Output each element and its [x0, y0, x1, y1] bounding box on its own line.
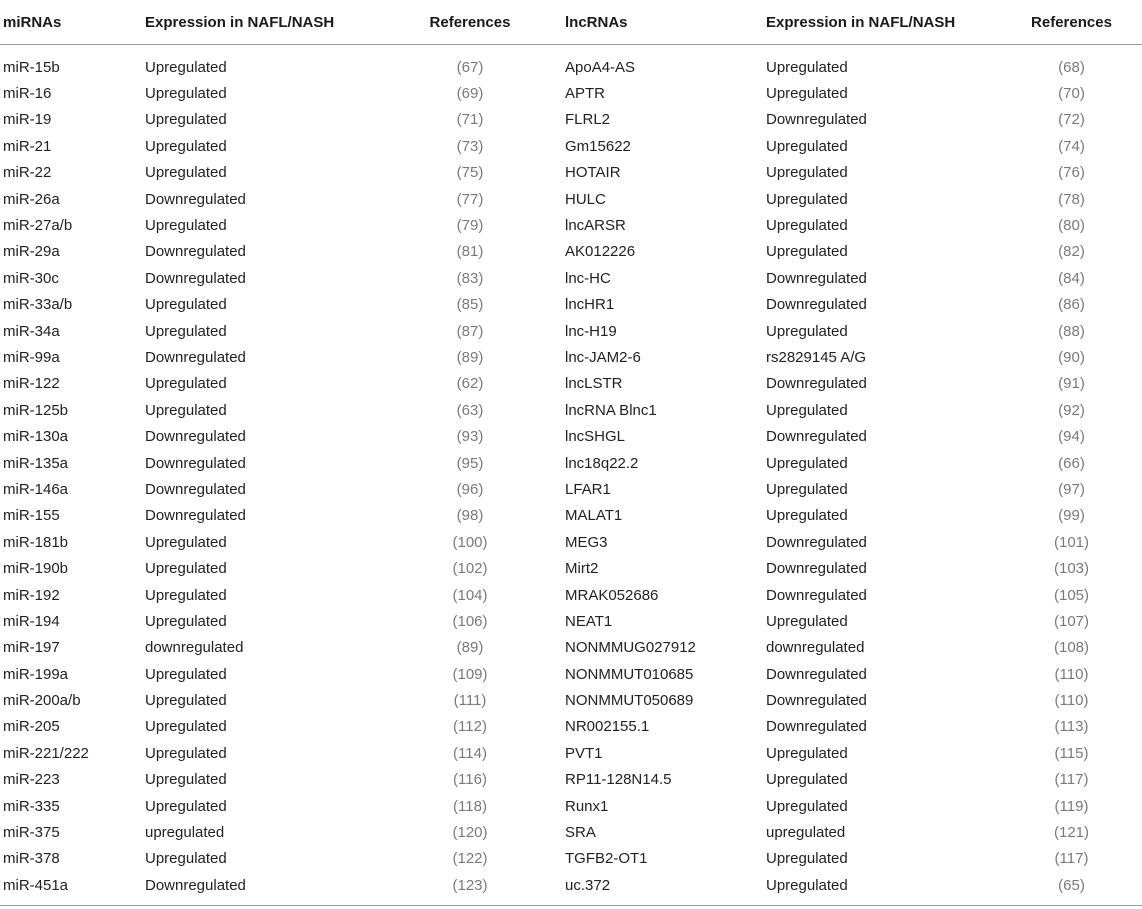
cell-mirna-expression: Downregulated — [145, 876, 246, 894]
table-row — [0, 80, 1142, 106]
cell-mirna-reference: (77) — [456, 190, 484, 208]
cell-mirna-reference: (89) — [456, 348, 484, 366]
cell-lncrna-reference: (82) — [1058, 243, 1085, 261]
cell-lncrna-expression: Upregulated — [766, 164, 848, 182]
cell-mirna-expression: Upregulated — [145, 111, 227, 129]
cell-mirna: miR-146a — [3, 480, 69, 498]
cell-lncrna-expression: Upregulated — [766, 850, 848, 868]
cell-lncrna: lnc-H19 — [565, 322, 617, 340]
cell-mirna-expression: Downregulated — [145, 428, 246, 446]
cell-mirna-expression: Upregulated — [145, 296, 227, 314]
table-row — [0, 186, 1142, 212]
cell-mirna-expression: Upregulated — [145, 137, 227, 155]
cell-mirna: miR-155 — [3, 507, 60, 525]
cell-lncrna-reference: (90) — [1058, 348, 1085, 366]
cell-lncrna-reference: (107) — [1053, 612, 1090, 630]
cell-lncrna-expression: Upregulated — [766, 612, 848, 630]
cell-mirna: miR-22 — [3, 164, 52, 182]
cell-lncrna-reference: (66) — [1058, 454, 1085, 472]
cell-lncrna-reference: (110) — [1054, 692, 1089, 710]
cell-mirna: miR-125b — [3, 401, 69, 419]
cell-lncrna-expression: Upregulated — [766, 480, 848, 498]
cell-mirna: miR-130a — [3, 428, 69, 446]
cell-lncrna-expression: Downregulated — [766, 296, 867, 314]
cell-mirna-reference: (93) — [456, 428, 484, 446]
cell-mirna: miR-16 — [3, 85, 52, 103]
cell-mirna-expression: Upregulated — [145, 217, 227, 235]
cell-lncrna-reference: (94) — [1058, 428, 1085, 446]
cell-mirna-expression: Upregulated — [145, 401, 227, 419]
cell-lncrna-expression: upregulated — [766, 824, 846, 842]
cell-mirna-reference: (98) — [456, 507, 484, 525]
cell-lncrna-reference: (84) — [1058, 269, 1085, 287]
cell-lncrna-reference: (103) — [1053, 560, 1090, 578]
cell-lncrna-reference: (101) — [1053, 533, 1090, 551]
cell-lncrna-expression: Downregulated — [766, 428, 867, 446]
cell-mirna-expression: Upregulated — [145, 850, 227, 868]
header-mirna-expression: Expression in NAFL/NASH — [142, 0, 378, 45]
cell-lncrna: NONMMUT050689 — [565, 692, 694, 710]
cell-mirna-expression: Upregulated — [145, 58, 227, 76]
cell-mirna-reference: (120) — [452, 824, 488, 842]
cell-lncrna-expression: Upregulated — [766, 137, 848, 155]
table-row — [0, 661, 1142, 687]
cell-lncrna-reference: (74) — [1058, 137, 1085, 155]
cell-lncrna: Runx1 — [565, 797, 609, 815]
cell-mirna: miR-221/222 — [3, 744, 89, 762]
cell-mirna-reference: (112) — [453, 718, 487, 736]
cell-lncrna-reference: (72) — [1058, 111, 1085, 129]
cell-mirna-expression: Upregulated — [145, 771, 227, 789]
cell-lncrna-reference: (78) — [1058, 190, 1085, 208]
cell-mirna-reference: (73) — [456, 137, 484, 155]
table-row — [0, 318, 1142, 344]
table-row — [0, 265, 1142, 291]
cell-mirna-reference: (116) — [453, 771, 487, 789]
cell-lncrna: Mirt2 — [565, 560, 599, 578]
cell-mirna-reference: (104) — [452, 586, 488, 604]
cell-mirna-expression: Upregulated — [145, 744, 227, 762]
cell-lncrna-expression: Upregulated — [766, 322, 848, 340]
table-row — [0, 582, 1142, 608]
cell-lncrna-expression: Upregulated — [766, 744, 848, 762]
cell-mirna-reference: (81) — [456, 243, 484, 261]
cell-mirna: miR-451a — [3, 876, 69, 894]
cell-mirna-reference: (114) — [453, 744, 487, 762]
cell-lncrna: MRAK052686 — [565, 586, 659, 604]
cell-lncrna-expression: Downregulated — [766, 692, 867, 710]
cell-mirna-reference: (111) — [453, 692, 487, 710]
cell-lncrna: SRA — [565, 824, 596, 842]
table-row — [0, 239, 1142, 265]
cell-mirna: miR-199a — [3, 665, 69, 683]
cell-lncrna: lnc-JAM2-6 — [565, 348, 641, 366]
cell-lncrna-reference: (121) — [1053, 824, 1090, 842]
cell-mirna: miR-122 — [3, 375, 60, 393]
table-spacer — [0, 45, 1142, 55]
cell-mirna: miR-99a — [3, 348, 60, 366]
table-row — [0, 423, 1142, 449]
cell-lncrna-expression: Upregulated — [766, 217, 848, 235]
table-row — [0, 397, 1142, 423]
table-row — [0, 740, 1142, 766]
cell-lncrna-expression: Upregulated — [766, 797, 848, 815]
cell-mirna: miR-194 — [3, 612, 60, 630]
table-row — [0, 635, 1142, 661]
cell-lncrna-expression: Upregulated — [766, 507, 848, 525]
cell-mirna-reference: (89) — [456, 639, 484, 657]
cell-lncrna-reference: (119) — [1054, 797, 1089, 815]
cell-mirna-expression: Upregulated — [145, 85, 227, 103]
cell-lncrna-reference: (99) — [1058, 507, 1085, 525]
cell-mirna: miR-26a — [3, 190, 60, 208]
cell-mirna-expression: Downregulated — [145, 480, 246, 498]
table-row — [0, 767, 1142, 793]
cell-mirna-expression: Upregulated — [145, 797, 227, 815]
cell-lncrna-reference: (86) — [1058, 296, 1085, 314]
table-row — [0, 371, 1142, 397]
cell-lncrna: NEAT1 — [565, 612, 613, 630]
table-row — [0, 846, 1142, 872]
header-mirna-references: References — [378, 0, 562, 45]
cell-mirna-expression: Upregulated — [145, 665, 227, 683]
cell-lncrna-reference: (113) — [1054, 718, 1089, 736]
cell-lncrna-expression: Downregulated — [766, 111, 867, 129]
table-row — [0, 292, 1142, 318]
cell-mirna-expression: Downregulated — [145, 348, 246, 366]
cell-lncrna: Gm15622 — [565, 137, 631, 155]
cell-lncrna-reference: (70) — [1058, 85, 1085, 103]
cell-mirna-reference: (63) — [456, 401, 484, 419]
cell-lncrna-expression: Downregulated — [766, 269, 867, 287]
cell-lncrna-expression: Upregulated — [766, 85, 848, 103]
cell-lncrna-expression: Upregulated — [766, 771, 848, 789]
cell-lncrna-reference: (115) — [1054, 744, 1089, 762]
cell-mirna: miR-192 — [3, 586, 60, 604]
header-lncrna-expression: Expression in NAFL/NASH — [763, 0, 1001, 45]
table-bottom-rule — [0, 905, 1142, 906]
cell-lncrna: lncRNA Blnc1 — [565, 401, 657, 419]
header-lncrnas: lncRNAs — [562, 0, 763, 45]
table-row — [0, 503, 1142, 529]
cell-lncrna-expression: Downregulated — [766, 533, 867, 551]
cell-lncrna-expression: Upregulated — [766, 58, 848, 76]
cell-lncrna-expression: rs2829145 A/G — [766, 348, 867, 366]
cell-mirna: miR-200a/b — [3, 692, 81, 710]
cell-lncrna: RP11-128N14.5 — [565, 771, 672, 789]
cell-lncrna: lnc-HC — [565, 269, 611, 287]
cell-lncrna-reference: (76) — [1058, 164, 1085, 182]
cell-lncrna-expression: Downregulated — [766, 665, 867, 683]
cell-mirna: miR-205 — [3, 718, 60, 736]
table-body — [0, 45, 1142, 899]
table-row — [0, 344, 1142, 370]
cell-mirna-reference: (123) — [452, 876, 488, 894]
table-row — [0, 555, 1142, 581]
cell-mirna-expression: Upregulated — [145, 718, 227, 736]
cell-mirna-reference: (75) — [456, 164, 484, 182]
cell-mirna-reference: (118) — [453, 797, 487, 815]
cell-lncrna: FLRL2 — [565, 111, 611, 129]
table-row — [0, 687, 1142, 713]
cell-mirna-reference: (106) — [452, 612, 488, 630]
cell-mirna-expression: Downregulated — [145, 269, 246, 287]
cell-mirna-expression: Upregulated — [145, 692, 227, 710]
cell-mirna-expression: Upregulated — [145, 164, 227, 182]
cell-mirna-reference: (71) — [456, 111, 484, 129]
cell-lncrna: TGFB2-OT1 — [565, 850, 648, 868]
cell-lncrna-reference: (88) — [1058, 322, 1085, 340]
cell-lncrna: lnc18q22.2 — [565, 454, 639, 472]
cell-mirna-reference: (122) — [452, 850, 488, 868]
cell-mirna: miR-19 — [3, 111, 52, 129]
header-row — [0, 0, 1142, 45]
cell-mirna: miR-30c — [3, 269, 59, 287]
cell-lncrna-expression: Downregulated — [766, 586, 867, 604]
cell-mirna-reference: (96) — [456, 480, 484, 498]
cell-lncrna: uc.372 — [565, 876, 611, 894]
header-lncrna-references: References — [1001, 0, 1142, 45]
cell-lncrna: AK012226 — [565, 243, 636, 261]
cell-mirna-expression: Upregulated — [145, 533, 227, 551]
cell-lncrna-reference: (108) — [1053, 639, 1090, 657]
cell-lncrna: MEG3 — [565, 533, 608, 551]
cell-lncrna-reference: (91) — [1058, 375, 1085, 393]
cell-lncrna: lncHR1 — [565, 296, 615, 314]
cell-mirna-expression: Upregulated — [145, 586, 227, 604]
cell-mirna-expression: Downregulated — [145, 243, 246, 261]
cell-mirna: miR-375 — [3, 824, 60, 842]
cell-lncrna-reference: (92) — [1058, 401, 1085, 419]
cell-lncrna: NONMMUT010685 — [565, 665, 694, 683]
cell-mirna: miR-197 — [3, 639, 60, 657]
cell-mirna: miR-15b — [3, 58, 60, 76]
cell-lncrna-reference: (117) — [1054, 771, 1089, 789]
cell-lncrna-expression: Downregulated — [766, 560, 867, 578]
cell-mirna: miR-33a/b — [3, 296, 73, 314]
cell-lncrna-expression: Downregulated — [766, 375, 867, 393]
cell-mirna: miR-34a — [3, 322, 60, 340]
cell-mirna-reference: (95) — [456, 454, 484, 472]
cell-lncrna: lncARSR — [565, 217, 626, 235]
cell-mirna-expression: Downregulated — [145, 507, 246, 525]
cell-mirna: miR-190b — [3, 560, 69, 578]
cell-lncrna: HULC — [565, 190, 606, 208]
table-row — [0, 133, 1142, 159]
cell-lncrna-expression: Downregulated — [766, 718, 867, 736]
table-row — [0, 872, 1142, 898]
cell-mirna: miR-29a — [3, 243, 60, 261]
table-row — [0, 608, 1142, 634]
cell-mirna-expression: Downregulated — [145, 454, 246, 472]
cell-mirna: miR-135a — [3, 454, 69, 472]
cell-mirna-reference: (79) — [456, 217, 484, 235]
cell-lncrna-reference: (68) — [1058, 58, 1085, 76]
cell-mirna-expression: upregulated — [145, 824, 225, 842]
table-row — [0, 793, 1142, 819]
cell-lncrna-expression: Upregulated — [766, 876, 848, 894]
cell-lncrna: lncSHGL — [565, 428, 626, 446]
cell-mirna: miR-223 — [3, 771, 60, 789]
cell-lncrna-reference: (117) — [1054, 850, 1089, 868]
cell-lncrna: MALAT1 — [565, 507, 623, 525]
cell-mirna-reference: (83) — [456, 269, 484, 287]
cell-mirna-reference: (85) — [456, 296, 484, 314]
cell-lncrna-reference: (105) — [1053, 586, 1090, 604]
header-mirnas: miRNAs — [0, 0, 142, 45]
cell-mirna-expression: Upregulated — [145, 322, 227, 340]
cell-lncrna-reference: (65) — [1058, 876, 1085, 894]
table-header — [0, 0, 1142, 45]
cell-lncrna: lncLSTR — [565, 375, 623, 393]
cell-lncrna-expression: downregulated — [766, 639, 865, 657]
cell-lncrna-expression: Upregulated — [766, 454, 848, 472]
cell-lncrna-expression: Upregulated — [766, 243, 848, 261]
cell-mirna-expression: downregulated — [145, 639, 244, 657]
cell-mirna-reference: (69) — [456, 85, 484, 103]
table-row — [0, 819, 1142, 845]
table-row — [0, 212, 1142, 238]
table-row — [0, 107, 1142, 133]
cell-mirna: miR-27a/b — [3, 217, 73, 235]
cell-mirna-reference: (102) — [452, 560, 488, 578]
cell-mirna: miR-21 — [3, 137, 52, 155]
cell-lncrna-reference: (97) — [1058, 480, 1085, 498]
cell-mirna-expression: Upregulated — [145, 560, 227, 578]
cell-mirna: miR-378 — [3, 850, 60, 868]
cell-mirna-reference: (109) — [452, 665, 488, 683]
table-row — [0, 160, 1142, 186]
cell-lncrna: ApoA4-AS — [565, 58, 636, 76]
cell-lncrna: NONMMUG027912 — [565, 639, 696, 657]
table-row — [0, 54, 1142, 80]
table-row — [0, 450, 1142, 476]
table-row — [0, 529, 1142, 555]
cell-lncrna-expression: Upregulated — [766, 190, 848, 208]
cell-lncrna: APTR — [565, 85, 606, 103]
cell-mirna-reference: (62) — [456, 375, 484, 393]
cell-mirna: miR-335 — [3, 797, 60, 815]
cell-mirna-expression: Upregulated — [145, 612, 227, 630]
cell-lncrna-reference: (110) — [1054, 665, 1089, 683]
cell-mirna-reference: (100) — [452, 533, 488, 551]
cell-lncrna: NR002155.1 — [565, 718, 650, 736]
table-row — [0, 476, 1142, 502]
cell-mirna-reference: (87) — [456, 322, 484, 340]
cell-lncrna: HOTAIR — [565, 164, 621, 182]
cell-mirna-reference: (67) — [456, 58, 484, 76]
cell-lncrna: PVT1 — [565, 744, 603, 762]
table-row — [0, 714, 1142, 740]
cell-lncrna-reference: (80) — [1058, 217, 1085, 235]
cell-mirna-expression: Downregulated — [145, 190, 246, 208]
cell-mirna-expression: Upregulated — [145, 375, 227, 393]
cell-mirna: miR-181b — [3, 533, 69, 551]
cell-lncrna: LFAR1 — [565, 480, 611, 498]
cell-lncrna-expression: Upregulated — [766, 401, 848, 419]
